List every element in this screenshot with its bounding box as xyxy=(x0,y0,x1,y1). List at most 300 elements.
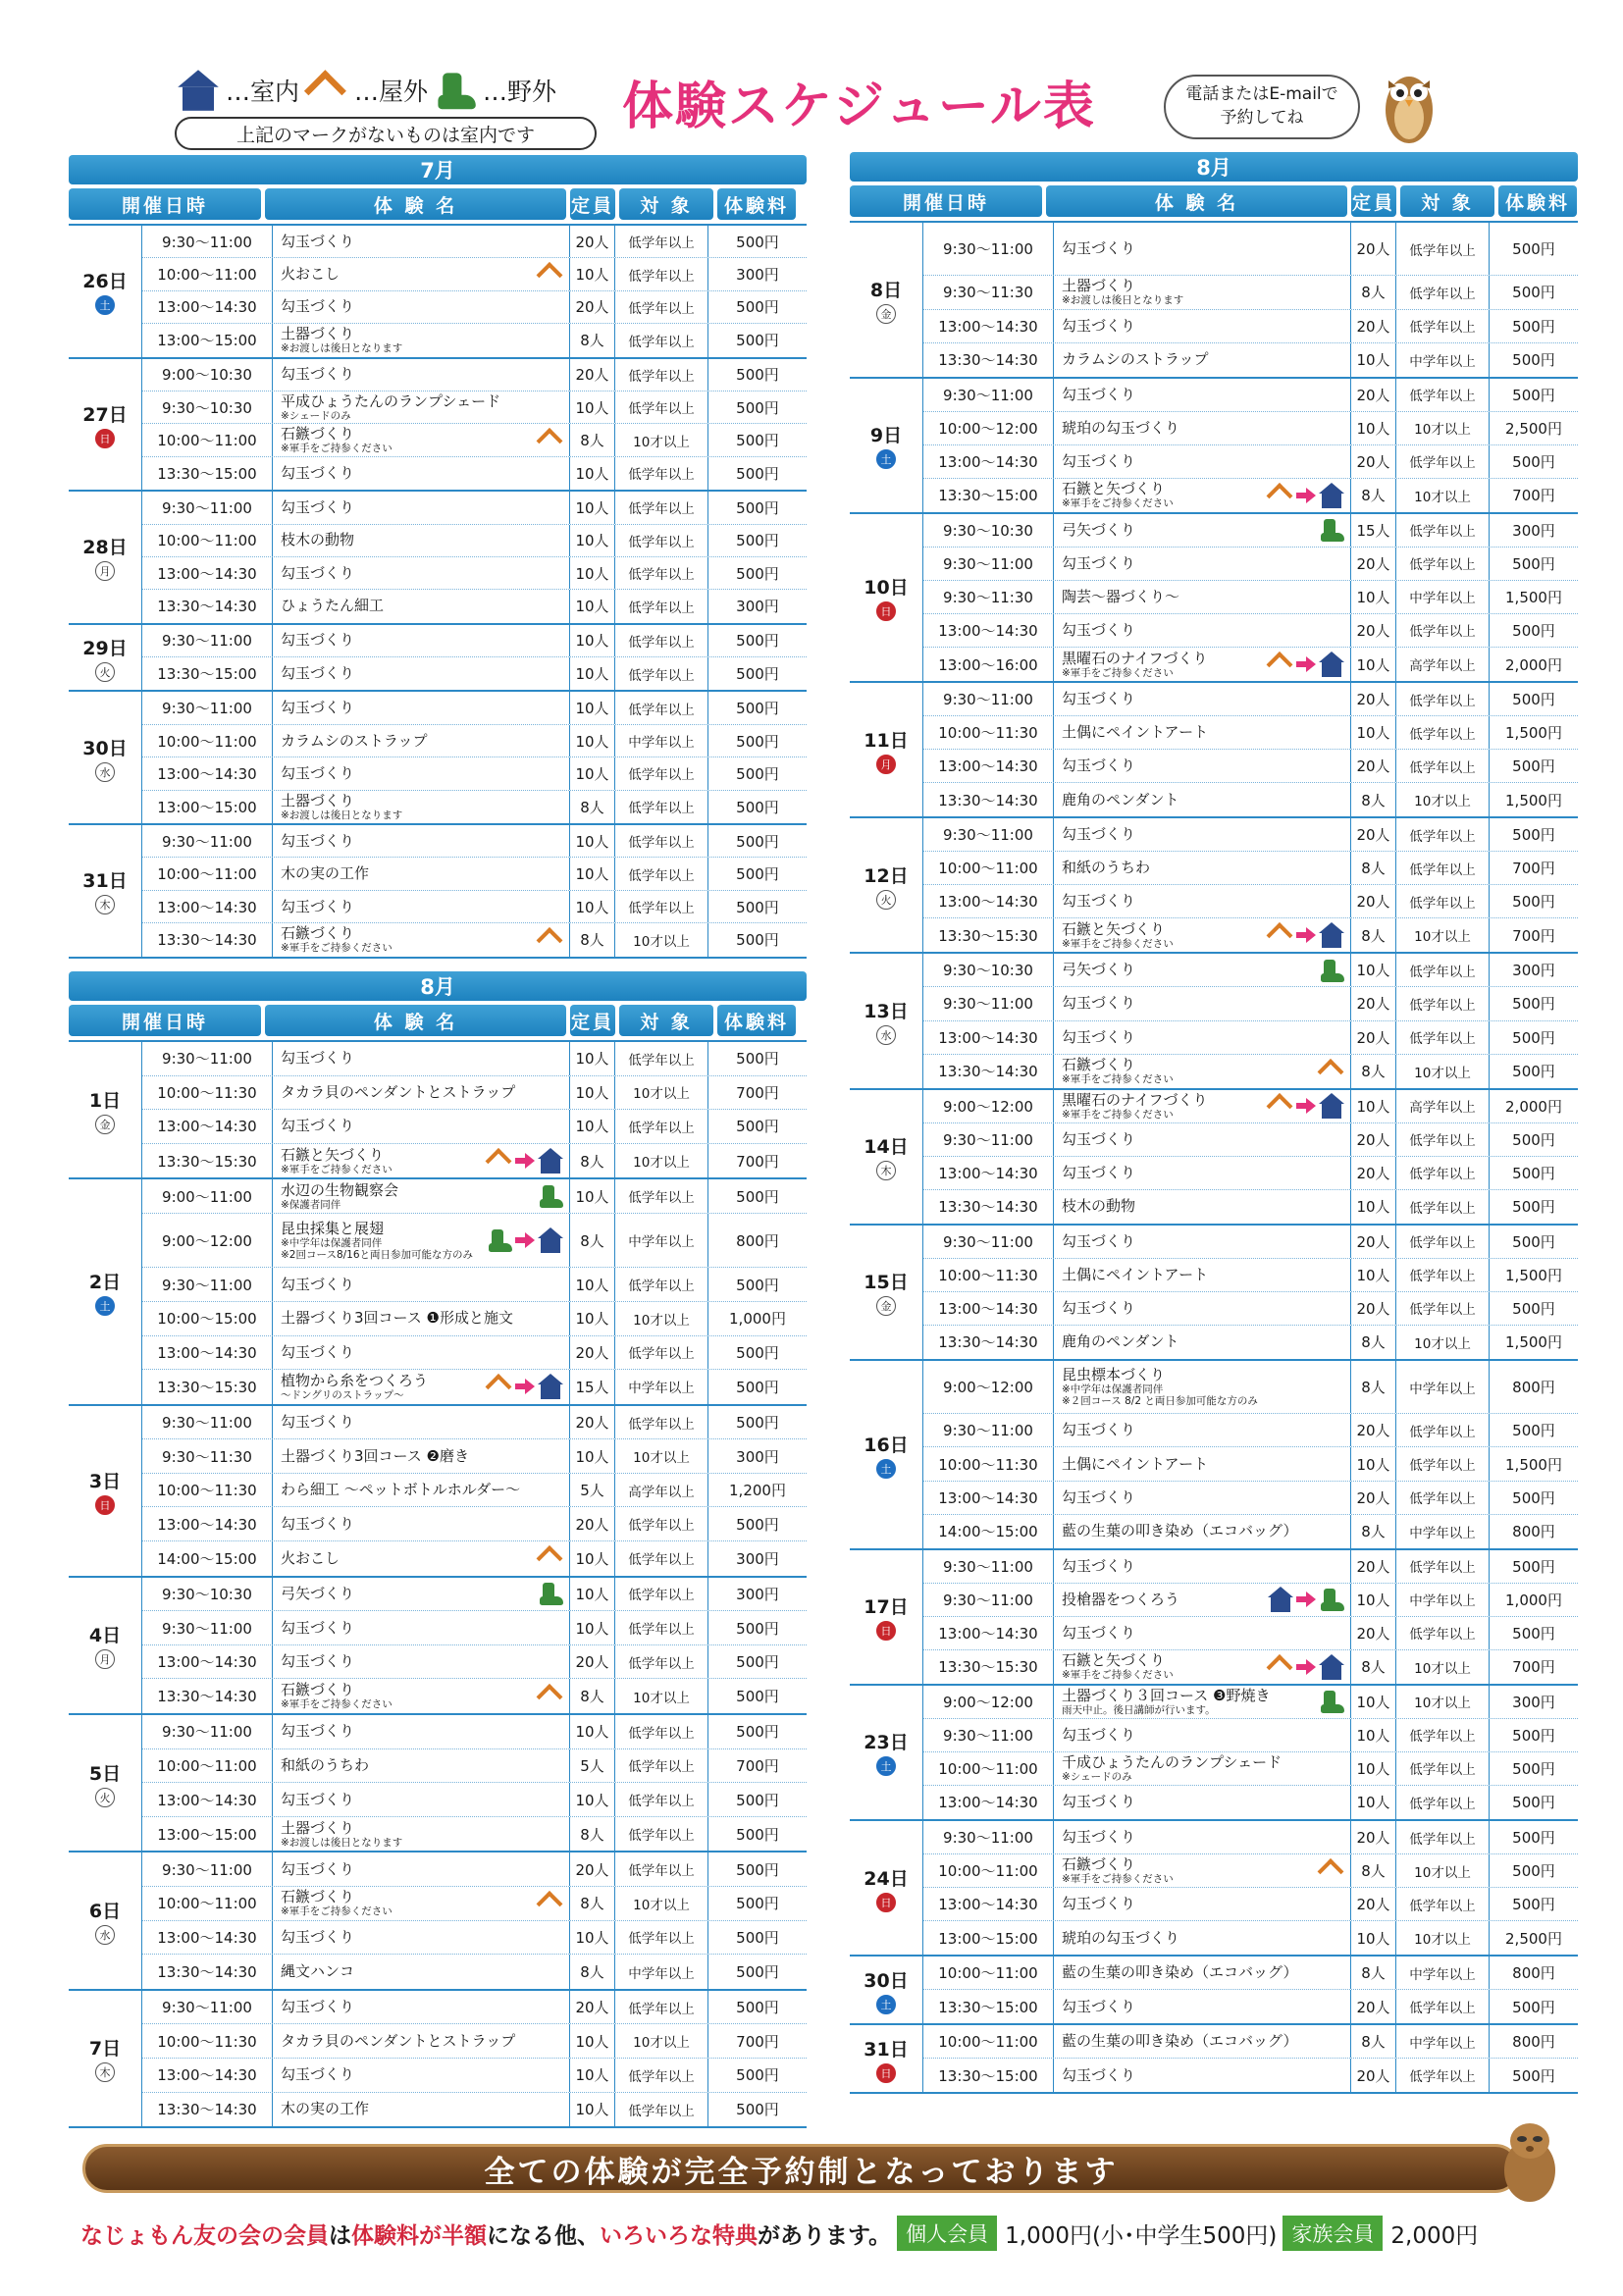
experience-name xyxy=(281,266,340,283)
day-group xyxy=(69,825,807,957)
name-text: 土偶にペイントアート xyxy=(1062,723,1209,742)
experience-name xyxy=(1062,1896,1135,1912)
capacity-cell: 10人 xyxy=(570,525,615,556)
fee-cell: 700円 xyxy=(736,1756,779,1775)
capacity-cell: 8人 xyxy=(570,424,615,455)
experience-name xyxy=(281,1414,354,1431)
table-row xyxy=(142,1406,807,1440)
name-text: カラムシのストラップ xyxy=(281,731,428,750)
weekday-badge: 土 xyxy=(876,449,896,469)
name-cell xyxy=(1054,1414,1351,1446)
experience-name xyxy=(1062,387,1135,403)
name-text: 投槍器をつくろう xyxy=(1062,1590,1180,1608)
experience-name xyxy=(281,2101,369,2117)
target-cell: 低学年以上 xyxy=(1396,1259,1490,1291)
name-text: カラムシのストラップ xyxy=(1062,350,1209,369)
name-text: 火おこし xyxy=(281,265,340,284)
location-icons xyxy=(1318,1059,1345,1084)
time-cell: 10:00～11:30 xyxy=(142,2024,273,2058)
capacity-cell: 10人 xyxy=(1351,1921,1396,1955)
name-cell xyxy=(273,1370,570,1404)
target-cell: 10才以上 xyxy=(615,1887,708,1920)
name-cell xyxy=(1054,1055,1351,1088)
name-cell xyxy=(273,1921,570,1955)
name-text: 勾玉づくり xyxy=(281,1859,355,1878)
day-rows xyxy=(923,1226,1578,1359)
capacity-cell: 10人 xyxy=(570,725,615,757)
name-cell xyxy=(273,391,570,423)
table-row xyxy=(142,657,807,690)
fee-cell: 500円 xyxy=(736,1187,779,1206)
time-cell: 9:30～10:30 xyxy=(923,954,1054,986)
target-cell: 低学年以上 xyxy=(615,1991,708,2024)
name-cell xyxy=(1054,614,1351,647)
name-cell xyxy=(1054,2025,1351,2058)
location-icons xyxy=(1267,1654,1345,1680)
day-group xyxy=(69,1715,807,1852)
day-rows xyxy=(923,1957,1578,2023)
weekday-badge: 日 xyxy=(876,1893,896,1912)
name-note: ※お渡しは後日となります xyxy=(281,809,403,821)
day-rows xyxy=(142,692,807,823)
name-text: 勾玉づくり xyxy=(281,1722,355,1741)
weekday-badge: 月 xyxy=(876,755,896,774)
capacity-cell: 20人 xyxy=(1351,310,1396,342)
name-cell xyxy=(1054,1786,1351,1819)
column-headers xyxy=(69,1005,800,1036)
experience-name xyxy=(1062,1333,1179,1350)
day-rows xyxy=(142,492,807,623)
name-text: 勾玉づくり xyxy=(281,1790,355,1808)
target-cell: 中学年以上 xyxy=(1396,1361,1490,1413)
outdoor-roof-icon xyxy=(537,927,564,953)
experience-name xyxy=(281,865,369,882)
location-icons xyxy=(537,1684,564,1709)
time-cell: 13:00～14:30 xyxy=(142,1110,273,1143)
day-cell xyxy=(850,1090,923,1224)
time-cell: 13:30～14:30 xyxy=(923,783,1054,816)
day-group xyxy=(850,954,1578,1089)
experience-name xyxy=(1062,318,1135,335)
name-cell xyxy=(273,1439,570,1473)
capacity-cell: 8人 xyxy=(1351,1515,1396,1548)
name-text: 勾玉づくり xyxy=(1062,620,1136,639)
experience-name xyxy=(281,298,354,315)
table-row xyxy=(923,1021,1578,1055)
table-row xyxy=(923,581,1578,614)
fee-cell: 300円 xyxy=(1512,1693,1555,1711)
capacity-cell: 8人 xyxy=(570,923,615,956)
time-cell: 13:00～14:30 xyxy=(923,1157,1054,1189)
name-text: 勾玉づくり xyxy=(281,897,355,915)
target-cell: 10才以上 xyxy=(1396,412,1490,444)
header-capacity: 定員 xyxy=(1351,185,1396,217)
capacity-cell: 10人 xyxy=(570,1783,615,1816)
outdoor-roof-icon xyxy=(486,1148,513,1174)
name-cell xyxy=(273,492,570,523)
name-text: 石鏃づくり xyxy=(1062,1056,1136,1074)
time-cell: 10:00～11:30 xyxy=(142,1474,273,1507)
weekday-badge: 土 xyxy=(95,1296,115,1316)
target-cell: 高学年以上 xyxy=(1396,648,1490,681)
experience-name xyxy=(281,700,354,716)
target-cell: 低学年以上 xyxy=(615,891,708,922)
experience-name xyxy=(1062,2033,1297,2050)
time-cell: 9:30～10:30 xyxy=(142,391,273,423)
name-text: 千成ひょうたんのランプシェード xyxy=(1062,1752,1283,1771)
time-cell: 14:00～15:00 xyxy=(923,1515,1054,1548)
name-cell xyxy=(1054,379,1351,411)
fee-cell: 700円 xyxy=(1512,487,1555,505)
name-text: 弓矢づくり xyxy=(1062,520,1136,539)
name-text: 土器づくり３回コース ❸野焼き xyxy=(1062,1686,1271,1704)
name-text: 勾玉づくり xyxy=(281,463,355,482)
name-text: 勾玉づくり xyxy=(1062,1231,1136,1250)
fee-cell: 1,500円 xyxy=(1505,1266,1562,1284)
time-cell: 13:00～15:00 xyxy=(923,1921,1054,1955)
capacity-cell: 8人 xyxy=(1351,479,1396,512)
target-cell: 低学年以上 xyxy=(1396,1447,1490,1480)
day-cell xyxy=(850,1957,923,2023)
day-number: 30日 xyxy=(864,1969,909,1992)
weekday-badge: 木 xyxy=(95,895,115,914)
target-cell: 低学年以上 xyxy=(615,1578,708,1611)
name-note: ※2回コース8/16と両日参加可能な方のみ xyxy=(281,1248,474,1261)
name-text: 勾玉づくり xyxy=(1062,1027,1136,1046)
name-cell xyxy=(1054,683,1351,715)
fee-cell: 500円 xyxy=(736,1928,779,1947)
time-cell: 13:00～14:30 xyxy=(923,1292,1054,1325)
capacity-cell: 10人 xyxy=(1351,716,1396,749)
capacity-cell: 10人 xyxy=(570,1268,615,1301)
name-text: 鹿角のペンダント xyxy=(1062,790,1179,809)
name-note: ※軍手をご持参ください xyxy=(281,942,393,955)
day-cell xyxy=(69,625,142,691)
fee-cell: 700円 xyxy=(736,1152,779,1171)
experience-name xyxy=(1062,860,1150,876)
day-rows xyxy=(142,825,807,957)
fee-cell: 500円 xyxy=(1512,893,1555,912)
name-cell xyxy=(273,791,570,823)
experience-name xyxy=(281,632,354,649)
name-text: 勾玉づくり xyxy=(281,1049,355,1068)
name-cell xyxy=(1054,412,1351,444)
fee-cell: 500円 xyxy=(736,798,779,816)
name-cell xyxy=(1054,1361,1351,1413)
table-row xyxy=(142,557,807,590)
experience-name xyxy=(281,1448,469,1465)
table-row xyxy=(142,1955,807,1989)
table-row xyxy=(142,1645,807,1680)
time-cell: 9:30～11:00 xyxy=(142,1991,273,2024)
table-row xyxy=(923,783,1578,816)
benefits-text: いろいろな特典 xyxy=(600,2222,758,2249)
name-cell xyxy=(1054,648,1351,681)
day-number: 16日 xyxy=(864,1434,909,1456)
table-row xyxy=(142,1507,807,1541)
capacity-cell: 8人 xyxy=(1351,1854,1396,1887)
day-cell xyxy=(850,223,923,377)
capacity-cell: 10人 xyxy=(570,825,615,857)
time-cell: 9:00～10:30 xyxy=(142,359,273,391)
day-cell xyxy=(69,692,142,823)
day-number: 29日 xyxy=(82,637,128,659)
name-text: 勾玉づくり xyxy=(281,1342,355,1361)
experience-name xyxy=(1062,962,1135,978)
name-cell xyxy=(273,457,570,490)
name-cell xyxy=(273,1406,570,1439)
name-cell xyxy=(273,1214,570,1267)
table-row xyxy=(142,258,807,290)
name-text: ひょうたん細工 xyxy=(281,597,385,615)
experience-name xyxy=(281,1586,354,1602)
indoor-house-icon xyxy=(1318,1093,1345,1119)
experience-name xyxy=(281,793,402,821)
table-row xyxy=(142,923,807,956)
capacity-cell: 20人 xyxy=(570,1406,615,1439)
field-boot-icon xyxy=(1318,517,1345,543)
target-cell: 低学年以上 xyxy=(1396,1021,1490,1054)
time-cell: 9:30～11:30 xyxy=(923,276,1054,308)
table-row xyxy=(142,1679,807,1713)
page-title: 体験スケジュール表 xyxy=(622,78,1096,136)
name-cell xyxy=(1054,1482,1351,1514)
day-number: 31日 xyxy=(82,870,128,893)
name-cell xyxy=(273,825,570,857)
weekday-badge: 月 xyxy=(95,561,115,581)
name-text: 勾玉づくり xyxy=(1062,1725,1136,1744)
capacity-cell: 20人 xyxy=(570,359,615,391)
fee-cell: 500円 xyxy=(1512,826,1555,845)
name-text: 勾玉づくり xyxy=(1062,1556,1136,1575)
day-number: 31日 xyxy=(864,2038,909,2061)
table-row xyxy=(923,1292,1578,1326)
time-cell: 13:00～14:30 xyxy=(923,445,1054,478)
name-cell xyxy=(1054,1990,1351,2023)
target-cell: 低学年以上 xyxy=(1396,1414,1490,1446)
time-cell: 9:30～11:00 xyxy=(142,1852,273,1886)
fee-cell: 500円 xyxy=(1512,1422,1555,1440)
target-cell: 低学年以上 xyxy=(1396,445,1490,478)
club-name: なじょもん友の会の会員 xyxy=(80,2222,329,2249)
experience-name xyxy=(281,1999,354,2015)
experience-name xyxy=(281,426,393,454)
target-cell: 低学年以上 xyxy=(1396,1226,1490,1258)
experience-name xyxy=(1062,1754,1282,1783)
name-cell xyxy=(1054,445,1351,478)
name-text: 縄文ハンコ xyxy=(281,1962,355,1980)
capacity-cell: 10人 xyxy=(570,1042,615,1075)
name-cell xyxy=(1054,1157,1351,1189)
header-target: 対 象 xyxy=(1400,185,1494,217)
table-row xyxy=(923,379,1578,412)
day-number: 10日 xyxy=(864,577,909,600)
day-rows xyxy=(142,1715,807,1851)
day-group xyxy=(69,1991,807,2126)
table-row xyxy=(923,1090,1578,1123)
fee-cell: 500円 xyxy=(1512,554,1555,573)
outdoor-roof-icon xyxy=(1267,652,1294,677)
table-row xyxy=(923,750,1578,783)
fee-cell: 500円 xyxy=(736,233,779,251)
capacity-cell: 8人 xyxy=(570,1214,615,1267)
capacity-cell: 10人 xyxy=(1351,1447,1396,1480)
experience-name xyxy=(1062,1794,1135,1810)
capacity-cell: 20人 xyxy=(1351,1990,1396,2023)
name-cell xyxy=(1054,1821,1351,1853)
day-cell xyxy=(850,1821,923,1955)
time-cell: 13:00～14:30 xyxy=(142,1507,273,1540)
capacity-cell: 10人 xyxy=(1351,1786,1396,1819)
name-cell xyxy=(273,891,570,922)
experience-name xyxy=(281,1723,354,1740)
capacity-cell: 10人 xyxy=(1351,1090,1396,1122)
capacity-cell: 20人 xyxy=(1351,818,1396,851)
name-cell xyxy=(273,1578,570,1611)
table-row xyxy=(923,1326,1578,1359)
day-cell xyxy=(69,825,142,957)
table-row xyxy=(142,1214,807,1268)
capacity-cell: 10人 xyxy=(570,2093,615,2127)
column-headers xyxy=(850,185,1581,217)
name-cell xyxy=(273,1679,570,1713)
name-cell xyxy=(1054,1550,1351,1583)
target-cell: 低学年以上 xyxy=(615,1110,708,1143)
name-cell xyxy=(273,1955,570,1989)
fee-cell: 1,500円 xyxy=(1505,1455,1562,1474)
fee-cell: 500円 xyxy=(736,1999,779,2017)
name-text: 勾玉づくり xyxy=(281,365,355,384)
fee-cell: 500円 xyxy=(736,832,779,851)
name-text: 勾玉づくり xyxy=(1062,239,1136,258)
arrow-right-icon xyxy=(1296,1098,1316,1114)
fee-cell: 500円 xyxy=(736,432,779,450)
table-row xyxy=(142,1783,807,1817)
experience-name xyxy=(1062,1625,1135,1642)
day-group xyxy=(69,1578,807,1715)
capacity-cell: 10人 xyxy=(1351,412,1396,444)
experience-name xyxy=(281,1516,354,1533)
fee-cell: 300円 xyxy=(736,598,779,616)
target-cell: 中学年以上 xyxy=(1396,1584,1490,1616)
experience-name xyxy=(281,1182,398,1211)
fee-cell: 500円 xyxy=(1512,1726,1555,1745)
fee-cell: 2,500円 xyxy=(1505,419,1562,438)
experience-name xyxy=(1062,1165,1135,1181)
name-text: 勾玉づくり xyxy=(281,1117,355,1135)
name-cell xyxy=(1054,1123,1351,1156)
name-note: ※シェードのみ xyxy=(1062,1770,1132,1783)
target-cell: 低学年以上 xyxy=(1396,1157,1490,1189)
table-row xyxy=(142,2059,807,2093)
fee-cell: 2,500円 xyxy=(1505,1929,1562,1948)
target-cell: 低学年以上 xyxy=(1396,1786,1490,1819)
indoor-house-icon xyxy=(537,1148,564,1174)
time-cell: 13:00～14:30 xyxy=(142,1783,273,1816)
time-cell: 10:00～11:30 xyxy=(923,1259,1054,1291)
target-cell: 低学年以上 xyxy=(1396,885,1490,917)
indoor-house-icon xyxy=(1318,483,1345,508)
header-name: 体 験 名 xyxy=(1046,185,1347,217)
name-cell xyxy=(273,2093,570,2127)
target-cell: 低学年以上 xyxy=(615,1749,708,1783)
arrow-right-icon xyxy=(1296,1659,1316,1675)
capacity-cell: 20人 xyxy=(1351,445,1396,478)
name-cell xyxy=(273,657,570,690)
header-fee: 体験料 xyxy=(1498,185,1577,217)
capacity-cell: 20人 xyxy=(1351,1550,1396,1583)
target-cell: 低学年以上 xyxy=(1396,954,1490,986)
day-group xyxy=(850,2025,1578,2092)
name-text: 弓矢づくり xyxy=(1062,961,1136,979)
table-row xyxy=(142,2024,807,2059)
header-date: 開催日時 xyxy=(850,185,1042,217)
table-row xyxy=(923,918,1578,952)
capacity-cell: 8人 xyxy=(1351,1650,1396,1684)
name-text: 藍の生葉の叩き染め（エコバッグ） xyxy=(1062,2032,1298,2051)
name-note: ※軍手をご持参ください xyxy=(281,1698,393,1711)
day-cell xyxy=(69,1406,142,1576)
capacity-cell: 10人 xyxy=(1351,1686,1396,1718)
table-row xyxy=(142,1578,807,1612)
target-cell: 低学年以上 xyxy=(1396,1190,1490,1224)
table-row xyxy=(923,2025,1578,2059)
name-text: 勾玉づくり xyxy=(281,563,355,582)
target-cell: 低学年以上 xyxy=(615,1783,708,1816)
experience-name xyxy=(1062,1422,1135,1438)
name-text: タカラ貝のペンダントとストラップ xyxy=(281,1082,516,1101)
day-number: 23日 xyxy=(864,1732,909,1754)
table-row xyxy=(923,1550,1578,1584)
name-text: 勾玉づくり xyxy=(1062,1163,1136,1181)
name-text: 勾玉づくり xyxy=(1062,1793,1136,1811)
experience-name xyxy=(1062,1367,1258,1407)
experience-name xyxy=(1062,1523,1297,1539)
name-text: 勾玉づくり xyxy=(281,1514,355,1533)
schedule-table xyxy=(69,224,807,959)
day-cell xyxy=(850,954,923,1087)
time-cell: 13:00～14:30 xyxy=(142,1921,273,1955)
indoor-house-icon xyxy=(537,1227,564,1253)
time-cell: 10:00～11:00 xyxy=(923,1957,1054,1989)
outdoor-roof-icon xyxy=(537,1545,564,1571)
weekday-badge: 火 xyxy=(95,662,115,682)
field-boot-icon xyxy=(434,70,478,111)
name-text: 勾玉づくり xyxy=(1062,385,1136,403)
name-text: 土器づくり xyxy=(281,1818,355,1837)
name-text: 勾玉づくり xyxy=(281,664,355,683)
capacity-cell: 10人 xyxy=(1351,1259,1396,1291)
table-row xyxy=(142,1611,807,1645)
time-cell: 10:00～11:00 xyxy=(142,1749,273,1783)
target-cell: 中学年以上 xyxy=(1396,1515,1490,1548)
capacity-cell: 20人 xyxy=(570,291,615,323)
name-cell xyxy=(1054,1259,1351,1291)
location-icons xyxy=(1267,483,1345,508)
experience-name xyxy=(1062,1092,1208,1121)
time-cell: 9:30～11:00 xyxy=(142,825,273,857)
name-cell xyxy=(1054,310,1351,342)
day-rows xyxy=(923,223,1578,377)
experience-name xyxy=(1062,1131,1135,1148)
fee-cell: 500円 xyxy=(736,1050,779,1069)
experience-name xyxy=(281,765,354,782)
name-cell xyxy=(273,1611,570,1644)
location-icons xyxy=(1267,1587,1345,1612)
time-cell: 13:30～15:00 xyxy=(142,657,273,690)
experience-name xyxy=(281,1963,354,1980)
table-row xyxy=(923,1584,1578,1617)
